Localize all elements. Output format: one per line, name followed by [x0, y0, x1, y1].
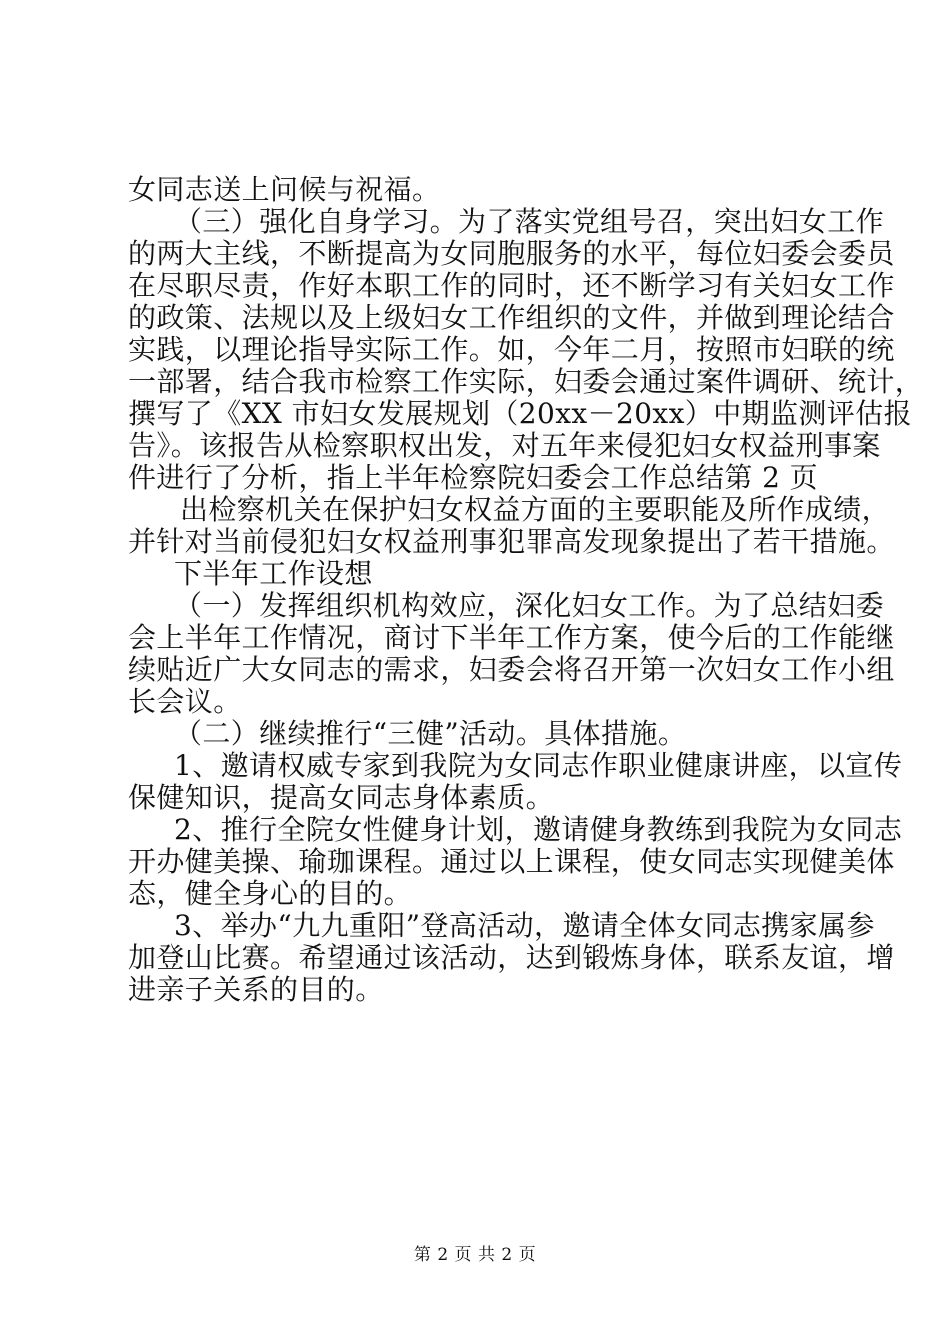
- paragraph-line: 开办健美操、瑜珈课程。通过以上课程，使女同志实现健美体: [128, 845, 895, 878]
- section-heading: 下半年工作设想: [174, 557, 373, 590]
- paragraph-line: 进亲子关系的目的。: [128, 973, 384, 1006]
- page-number-footer: 第 2 页 共 2 页: [413, 1245, 537, 1265]
- paragraph-line: 态，健全身心的目的。: [128, 877, 413, 910]
- paragraph-line: 的政策、法规以及上级妇女工作组织的文件，并做到理论结合: [128, 301, 895, 334]
- paragraph-line: 2、推行全院女性健身计划，邀请健身教练到我院为女同志: [174, 813, 903, 846]
- paragraph-line: 女同志送上问候与祝福。: [128, 173, 441, 206]
- paragraph-line: 加登山比赛。希望通过该活动，达到锻炼身体，联系友谊，增: [128, 941, 895, 974]
- paragraph-line: 出检察机关在保护妇女权益方面的主要职能及所作成绩，: [180, 493, 891, 526]
- paragraph-line: 并针对当前侵犯妇女权益刑事犯罪高发现象提出了若干措施。: [128, 525, 895, 558]
- paragraph-line: 实践，以理论指导实际工作。如，今年二月，按照市妇联的统: [128, 333, 895, 366]
- paragraph-line: （一）发挥组织机构效应，深化妇女工作。为了总结妇委: [174, 589, 885, 622]
- paragraph-line: 1、邀请权威专家到我院为女同志作职业健康讲座，以宣传: [174, 749, 903, 782]
- paragraph-line: 告》。该报告从检察职权出发，对五年来侵犯妇女权益刑事案: [128, 429, 881, 462]
- paragraph-line: 会上半年工作情况，商讨下半年工作方案，使今后的工作能继: [128, 621, 895, 654]
- paragraph-line: 撰写了《XX 市妇女发展规划（20xx－20xx）中期监测评估报: [128, 397, 912, 430]
- paragraph-line: 件进行了分析，指上半年检察院妇委会工作总结第 2 页: [128, 461, 819, 494]
- paragraph-line: 长会议。: [128, 685, 242, 718]
- paragraph-line: 保健知识，提高女同志身体素质。: [128, 781, 555, 814]
- paragraph-line: 的两大主线，不断提高为女同胞服务的水平，每位妇委会委员: [128, 237, 895, 270]
- paragraph-line: 在尽职尽责，作好本职工作的同时，还不断学习有关妇女工作: [128, 269, 895, 302]
- paragraph-line: 续贴近广大女同志的需求，妇委会将召开第一次妇女工作小组: [128, 653, 895, 686]
- paragraph-line: 一部署，结合我市检察工作实际，妇委会通过案件调研、统计，: [128, 365, 924, 398]
- paragraph-line: （二）继续推行“三健”活动。具体措施。: [174, 717, 687, 750]
- paragraph-line: （三）强化自身学习。为了落实党组号召，突出妇女工作: [174, 205, 885, 238]
- paragraph-line: 3、举办“九九重阳”登高活动，邀请全体女同志携家属参: [174, 909, 875, 942]
